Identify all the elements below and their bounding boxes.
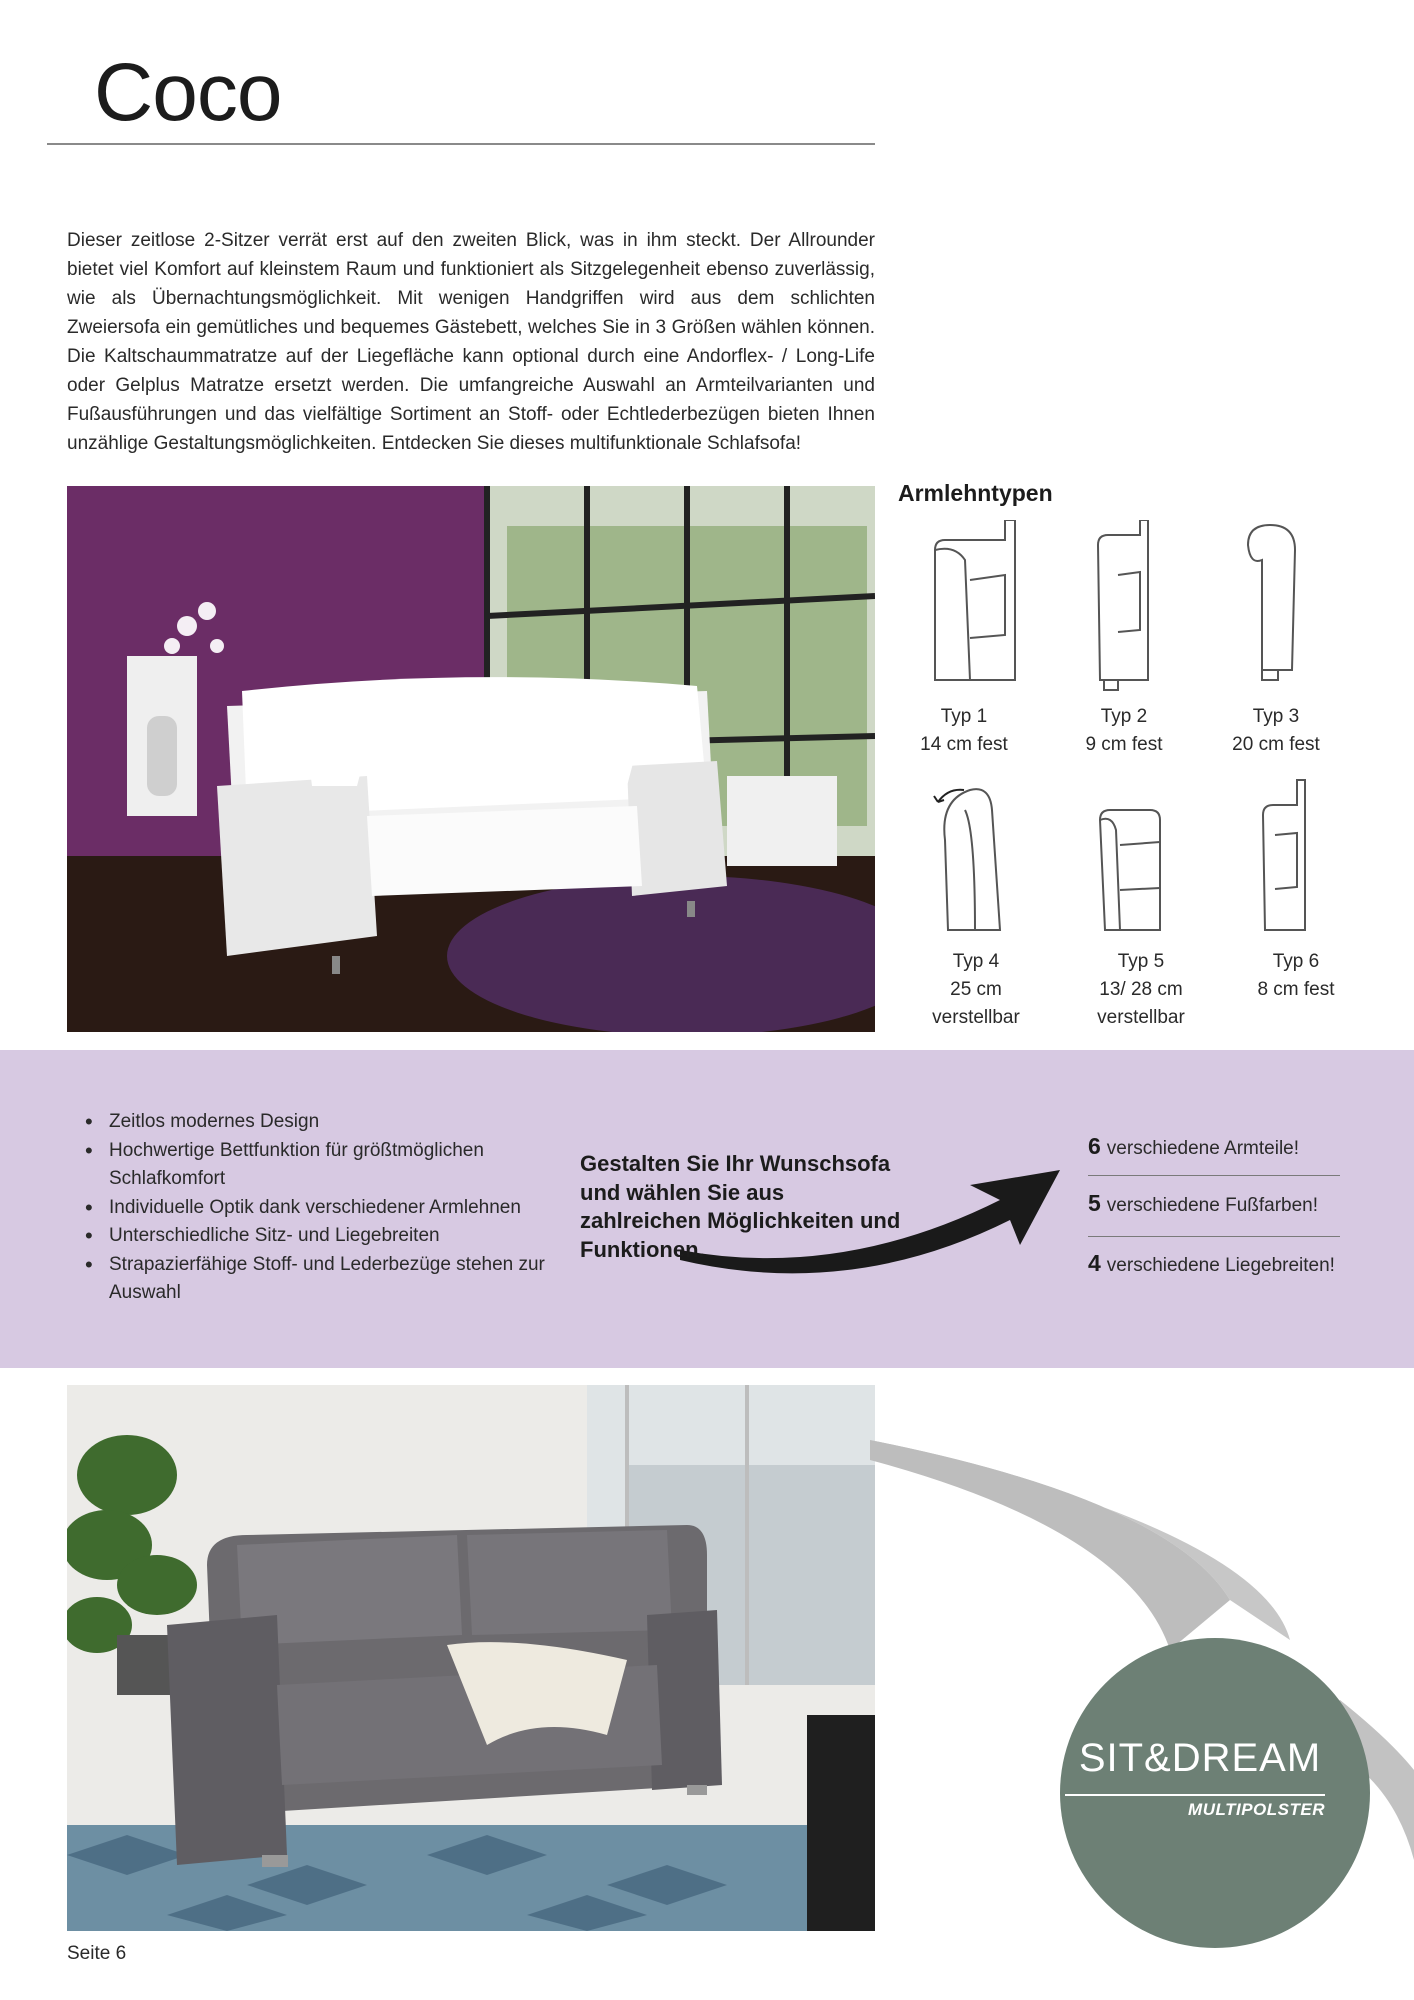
- stat-divider: [1088, 1236, 1340, 1237]
- cta-text: Gestalten Sie Ihr Wunschsofa und wählen Sie aus zahlreichen Möglichkeiten und Funktionen.: [580, 1151, 901, 1262]
- intro-paragraph: Dieser zeitlose 2-Sitzer verrät erst auf den zweiten Blick, was in ihm steckt. Der Allrounder bietet viel Komfort auf kleinstem Raum und funktioniert als Sitzgelegenheit ebenso zuverlässig, wie als Übernachtungsmöglichkeit. Mit wenigen Handgriffen wird aus dem schlichten Zweiersofa ein gemütliches und bequemes Gästebett, welches Sie in 3 Größen wählen können. Die Kaltschaummatratze auf der Liegefläche kann optional durch eine Andorflex- / Long-Life oder Gelplus Matratze ersetzt werden. Die umfangreiche Auswahl an Armteilvarianten und Fußausführungen und das vielfältige Sortiment an Stoff- oder Echtlederbezügen bieten Ihnen unzählige Gestaltungsmöglichkeiten. Entdecken Sie dieses multifunktionale Schlafsofa!: [67, 230, 875, 454]
- armrest-type-1-label: Typ 1 14 cm fest: [920, 706, 1008, 755]
- feature-item: • Strapazierfähige Stoff- und Lederbezüge stehen zur Auswahl: [85, 1251, 555, 1308]
- armrest-heading: Armlehntypen: [898, 480, 1053, 506]
- grey-sofa-photo: [67, 1385, 875, 1931]
- brand-logo-subtitle: MULTIPOLSTER: [1188, 1800, 1325, 1819]
- armrest-type-2-drawing: [1090, 520, 1160, 700]
- brand-logo-wordmark: SIT&DREAM: [1078, 1736, 1322, 1780]
- feature-item: • Hochwertige Bettfunktion für größtmöglichen Schlafkomfort: [85, 1137, 555, 1194]
- armrest-type-6-label: Typ 6 8 cm fest: [1257, 951, 1335, 1000]
- brand-logo-underline: [1065, 1794, 1325, 1796]
- page-title: Coco: [94, 47, 282, 138]
- title-divider: [47, 143, 875, 145]
- armrest-type-5-drawing: [1090, 780, 1170, 945]
- brand-logo-circle: [1060, 1638, 1370, 1948]
- armrest-type-6-drawing: [1255, 775, 1315, 940]
- stat-feet-colors: 5 verschiedene Fußfarben!: [1088, 1190, 1319, 1216]
- stat-armrests: 6 verschiedene Armteile!: [1088, 1133, 1300, 1159]
- armrest-type-1-drawing: [925, 520, 1025, 695]
- armrest-type-5-label: Typ 5 13/ 28 cm verstellbar: [1097, 951, 1185, 1028]
- armrest-type-3-label: Typ 3 20 cm fest: [1232, 706, 1320, 755]
- feature-item: • Unterschiedliche Sitz- und Liegebreiten: [85, 1222, 555, 1251]
- armrest-type-2-label: Typ 2 9 cm fest: [1085, 706, 1163, 755]
- armrest-type-4-drawing: [930, 780, 1010, 945]
- feature-item: • Zeitlos modernes Design: [85, 1108, 555, 1137]
- white-sofa-photo: [67, 486, 875, 1032]
- armrest-type-4-label: Typ 4 25 cm verstellbar: [932, 951, 1020, 1028]
- armrest-type-3-drawing: [1240, 520, 1300, 690]
- feature-item: • Individuelle Optik dank verschiedener Armlehnen: [85, 1194, 555, 1223]
- stat-bed-widths: 4 verschiedene Liegebreiten!: [1088, 1250, 1335, 1276]
- page-number: Seite 6: [67, 1943, 127, 1964]
- stat-divider: [1088, 1175, 1340, 1176]
- feature-list: [85, 1108, 555, 1308]
